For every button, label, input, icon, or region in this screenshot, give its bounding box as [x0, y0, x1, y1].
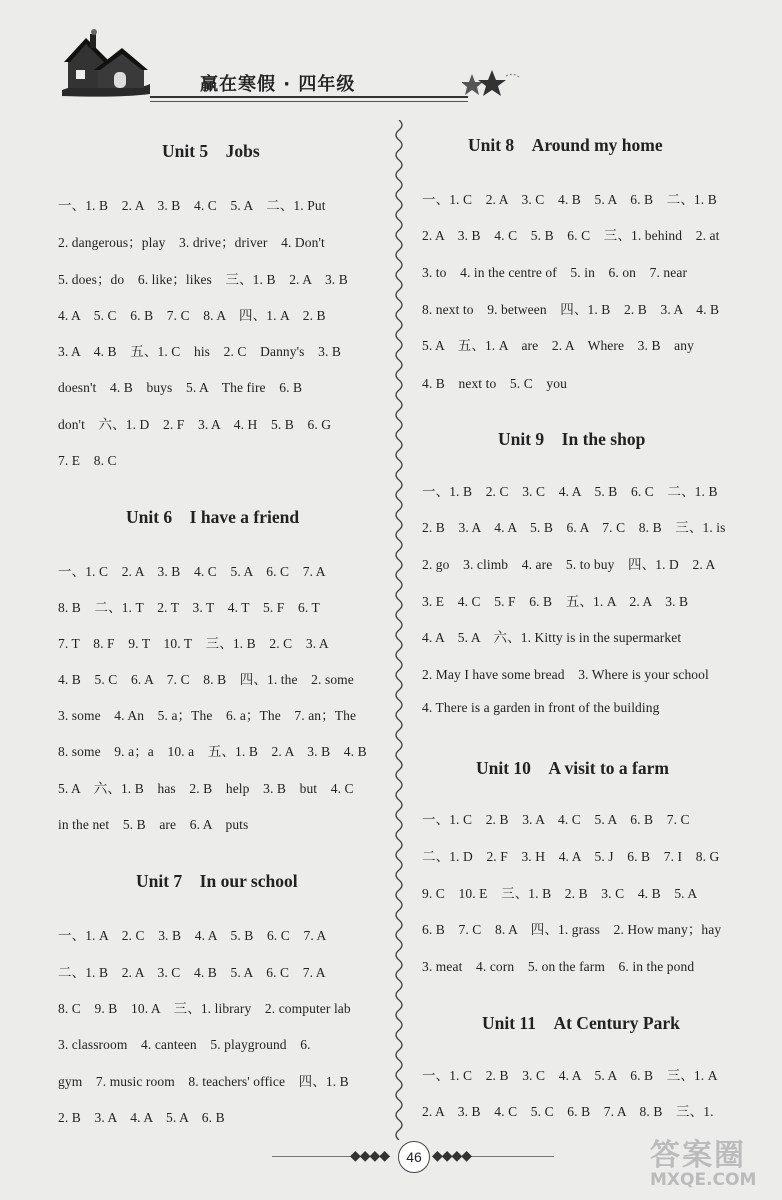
unit-title: Unit 6 I have a friend: [126, 507, 300, 527]
house-illustration: [58, 28, 154, 100]
unit-title: Unit 9 In the shop: [498, 429, 646, 449]
answer-line: 3. A 4. B 五、1. C his 2. C Danny's 3. B: [58, 344, 342, 359]
answer-line: 4. B 5. C 6. A 7. C 8. B 四、1. the 2. some: [58, 672, 354, 687]
answer-line: 3. to 4. in the centre of 5. in 6. on 7. near: [422, 265, 688, 280]
answer-line: 2. A 3. B 4. C 5. B 6. C 三、1. behind 2. at: [422, 228, 720, 243]
answer-line: in the net 5. B are 6. A puts: [58, 817, 249, 832]
unit-title: Unit 10 A visit to a farm: [476, 758, 669, 778]
answer-line: 8. B 二、1. T 2. T 3. T 4. T 5. F 6. T: [58, 600, 320, 615]
answer-line: 二、1. D 2. F 3. H 4. A 5. J 6. B 7. I 8. G: [422, 849, 720, 864]
answer-line: 4. B next to 5. C you: [422, 376, 567, 391]
answer-line: 5. A 五、1. A are 2. A Where 3. B any: [422, 338, 694, 353]
unit-title: Unit 11 At Century Park: [482, 1013, 680, 1033]
answer-line: 二、1. B 2. A 3. C 4. B 5. A 6. C 7. A: [58, 965, 326, 980]
answer-line: 一、1. B 2. A 3. B 4. C 5. A 二、1. Put: [58, 198, 326, 213]
diamond-ornament-right: ◆◆◆◆: [432, 1149, 472, 1164]
header-rule: [150, 96, 468, 98]
answer-line: 2. go 3. climb 4. are 5. to buy 四、1. D 2. A: [422, 557, 716, 572]
stars-ornament: [462, 66, 522, 102]
answer-line: 一、1. A 2. C 3. B 4. A 5. B 6. C 7. A: [58, 928, 327, 943]
answer-line: 一、1. C 2. B 3. C 4. A 5. A 6. B 三、1. A: [422, 1068, 718, 1083]
answer-line: 5. does；do 6. like；likes 三、1. B 2. A 3. B: [58, 272, 348, 287]
answer-line: 8. C 9. B 10. A 三、1. library 2. computer lab: [58, 1001, 351, 1016]
watermark-line2: MXQE.COM: [650, 1170, 757, 1190]
answer-line: gym 7. music room 8. teachers' office 四、1. B: [58, 1074, 349, 1089]
answer-line: 2. B 3. A 4. A 5. A 6. B: [58, 1110, 225, 1125]
answer-line: 8. next to 9. between 四、1. B 2. B 3. A 4. B: [422, 302, 720, 317]
answer-line: 3. E 4. C 5. F 6. B 五、1. A 2. A 3. B: [422, 594, 689, 609]
column-divider: [392, 120, 406, 1140]
answer-line: 2. B 3. A 4. A 5. B 6. A 7. C 8. B 三、1. is: [422, 520, 726, 535]
diamond-ornament-left: ◆◆◆◆: [350, 1149, 390, 1164]
answer-line: don't 六、1. D 2. F 3. A 4. H 5. B 6. G: [58, 417, 332, 432]
answer-line: 一、1. C 2. B 3. A 4. C 5. A 6. B 7. C: [422, 812, 690, 827]
header-rule-thin: [150, 101, 468, 102]
answer-line: 3. some 4. An 5. a；The 6. a；The 7. an；The: [58, 708, 357, 723]
page-title: 赢在寒假 · 四年级: [200, 74, 356, 95]
answer-line: 7. E 8. C: [58, 453, 117, 468]
unit-title: Unit 7 In our school: [136, 871, 298, 891]
answer-line: 3. meat 4. corn 5. on the farm 6. in the pond: [422, 959, 695, 974]
page-header: [0, 0, 782, 120]
answer-line: 8. some 9. a；a 10. a 五、1. B 2. A 3. B 4. B: [58, 744, 367, 759]
answer-line: 2. A 3. B 4. C 5. C 6. B 7. A 8. B 三、1.: [422, 1104, 714, 1119]
answer-line: 9. C 10. E 三、1. B 2. B 3. C 4. B 5. A: [422, 886, 698, 901]
answer-line: 4. There is a garden in front of the building: [422, 700, 660, 715]
answer-line: 4. A 5. A 六、1. Kitty is in the supermarket: [422, 630, 682, 645]
answer-line: doesn't 4. B buys 5. A The fire 6. B: [58, 380, 303, 395]
watermark: [650, 1130, 756, 1190]
unit-title: Unit 8 Around my home: [468, 135, 663, 155]
answer-line: 4. A 5. C 6. B 7. C 8. A 四、1. A 2. B: [58, 308, 326, 323]
watermark-line1: 答案圈: [650, 1138, 746, 1173]
answer-line: 5. A 六、1. B has 2. B help 3. B but 4. C: [58, 781, 354, 796]
page-number: 46: [398, 1141, 430, 1173]
answer-line: 3. classroom 4. canteen 5. playground 6.: [58, 1037, 311, 1052]
answer-line: 一、1. C 2. A 3. C 4. B 5. A 6. B 二、1. B: [422, 192, 717, 207]
answer-line: 6. B 7. C 8. A 四、1. grass 2. How many；hay: [422, 922, 722, 937]
unit-title: Unit 5 Jobs: [162, 141, 260, 161]
answer-line: 2. May I have some bread 3. Where is your school: [422, 667, 709, 682]
answer-line: 7. T 8. F 9. T 10. T 三、1. B 2. C 3. A: [58, 636, 329, 651]
answer-line: 一、1. C 2. A 3. B 4. C 5. A 6. C 7. A: [58, 564, 326, 579]
answer-line: 2. dangerous；play 3. drive；driver 4. Don't: [58, 235, 325, 250]
answer-line: 一、1. B 2. C 3. C 4. A 5. B 6. C 二、1. B: [422, 484, 718, 499]
